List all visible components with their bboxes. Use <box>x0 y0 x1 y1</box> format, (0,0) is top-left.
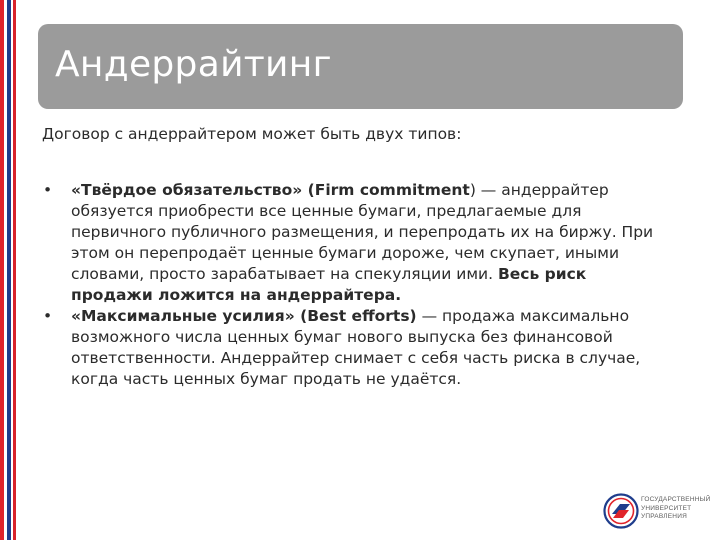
university-emblem-icon <box>603 493 639 529</box>
title-banner <box>38 24 683 109</box>
bullet-marker: • <box>43 307 53 325</box>
logo-line: ГОСУДАРСТВЕННЫЙ <box>641 496 711 503</box>
slide-title: Андеррайтинг <box>55 44 332 85</box>
bullet-text: — продажа максимально возможного числа ценных бумаг нового выпуска без финансовой ответственности. Андеррайтер снимает с себя часть риска в случае, когда часть ценных бумаг продать не удаётся. <box>71 307 641 388</box>
intro-text: Договор с андеррайтером может быть двух типов: <box>42 125 462 143</box>
bullet-marker: • <box>43 181 53 199</box>
bullet-term: «Твёрдое обязательство» (Firm commitment <box>71 181 470 199</box>
logo-line: УПРАВЛЕНИЯ <box>641 513 687 520</box>
bullet-text: ) — андеррайтер обязуется приобрести все ценные бумаги, предлагаемые для первичного публичного размещения, и перепродать их на биржу. При этом он перепродаёт ценные бумаги дороже, чем скупает, иными словами, просто зарабатывает на спекуляции ими. <box>71 181 654 283</box>
bullet-list <box>43 180 673 390</box>
logo-line: УНИВЕРСИТЕТ <box>641 504 692 512</box>
bullet-item-firm-commitment <box>43 180 673 306</box>
left-stripe-red-inner <box>13 0 16 540</box>
bullet-emphasis: Весь риск продажи ложится на андеррайтера. <box>71 265 587 304</box>
bullet-term: «Максимальные усилия» (Best efforts) <box>71 307 417 325</box>
bullet-item-best-efforts <box>43 306 673 390</box>
university-name <box>641 496 710 522</box>
university-logo <box>603 491 713 531</box>
